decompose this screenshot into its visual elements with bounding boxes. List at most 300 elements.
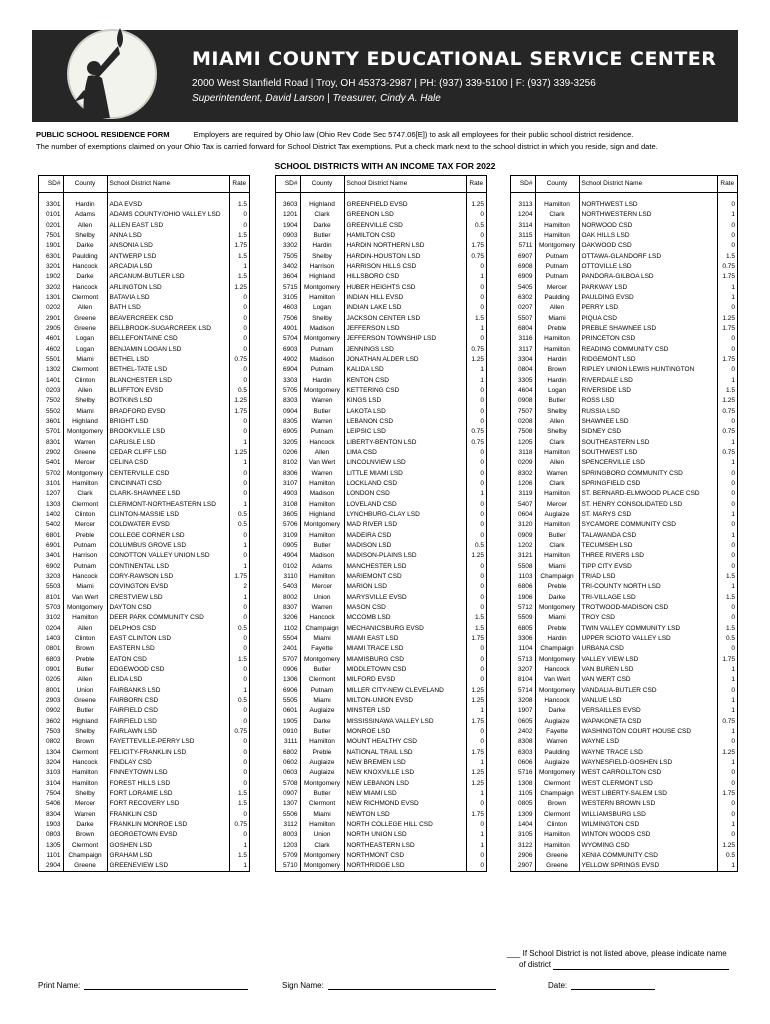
table-row[interactable] xyxy=(276,448,486,458)
table-row[interactable] xyxy=(39,768,249,778)
county-cell: Champaign xyxy=(63,851,107,861)
sd-number-cell: 7506 xyxy=(276,314,300,324)
table-row[interactable] xyxy=(276,696,486,706)
county-cell: Shelby xyxy=(63,231,107,241)
tax-rate-cell: 0.5 xyxy=(725,634,735,642)
district-name-cell: XENIA COMMUNITY CSD xyxy=(579,851,717,861)
tax-rate-cell: 0.75 xyxy=(722,407,735,415)
table-row[interactable] xyxy=(276,582,486,592)
table-row[interactable] xyxy=(39,654,249,664)
county-cell: Paulding xyxy=(63,252,107,262)
sd-number-cell: 1206 xyxy=(511,479,535,489)
table-row[interactable] xyxy=(276,241,486,251)
sd-number-cell: 3602 xyxy=(39,716,63,726)
table-row[interactable] xyxy=(276,840,486,850)
county-cell: Union xyxy=(300,830,344,840)
table-row[interactable] xyxy=(39,458,249,468)
table-row[interactable] xyxy=(511,283,737,293)
table-row[interactable] xyxy=(276,706,486,716)
table-row[interactable] xyxy=(276,685,486,695)
table-row[interactable] xyxy=(39,469,249,479)
table-row[interactable] xyxy=(276,572,486,582)
table-row[interactable] xyxy=(511,252,737,262)
table-row[interactable] xyxy=(276,675,486,685)
table-row[interactable] xyxy=(511,448,737,458)
table-row[interactable] xyxy=(39,489,249,499)
table-row[interactable] xyxy=(39,851,249,861)
county-cell: Allen xyxy=(535,303,579,313)
table-row[interactable] xyxy=(511,706,737,716)
table-row[interactable] xyxy=(511,427,737,437)
district-name-cell: LIMA CSD xyxy=(344,448,466,458)
tax-rate-cell: 0 xyxy=(480,521,484,529)
sd-number-cell: 1105 xyxy=(511,789,535,799)
county-cell: Darke xyxy=(300,716,344,726)
table-row[interactable] xyxy=(276,541,486,551)
table-row[interactable] xyxy=(276,747,486,757)
table-row[interactable] xyxy=(511,541,737,551)
sign-name-block xyxy=(282,981,496,990)
district-name-cell: VAN BUREN LSD xyxy=(579,665,717,675)
table-row[interactable] xyxy=(39,427,249,437)
table-row[interactable] xyxy=(39,592,249,602)
county-cell: Logan xyxy=(63,345,107,355)
district-name-cell: SIDNEY CSD xyxy=(579,427,717,437)
table-row[interactable] xyxy=(511,592,737,602)
tax-rate-cell: 1 xyxy=(480,841,484,849)
table-row[interactable] xyxy=(276,500,486,510)
table-row[interactable] xyxy=(39,603,249,613)
table-row[interactable] xyxy=(39,551,249,561)
table-row[interactable] xyxy=(39,500,249,510)
table-row[interactable] xyxy=(276,809,486,819)
table-row[interactable] xyxy=(39,830,249,840)
table-row[interactable] xyxy=(511,355,737,365)
county-cell: Mercer xyxy=(63,799,107,809)
table-row[interactable] xyxy=(511,241,737,251)
spacer-cell xyxy=(535,192,579,200)
table-row[interactable] xyxy=(511,789,737,799)
tax-rate-cell: 0 xyxy=(243,779,247,787)
table-row[interactable] xyxy=(39,840,249,850)
table-row[interactable] xyxy=(511,231,737,241)
table-row[interactable] xyxy=(276,737,486,747)
sd-number-cell: 1205 xyxy=(511,438,535,448)
tax-rate-cell: 0.75 xyxy=(722,449,735,457)
table-row[interactable] xyxy=(39,582,249,592)
table-row[interactable] xyxy=(39,283,249,293)
table-row[interactable] xyxy=(276,407,486,417)
table-row[interactable] xyxy=(276,778,486,788)
county-cell: Union xyxy=(300,592,344,602)
table-row[interactable] xyxy=(511,438,737,448)
sign-name-field[interactable] xyxy=(328,981,496,990)
table-row[interactable] xyxy=(276,365,486,375)
table-row[interactable] xyxy=(276,561,486,571)
table-row[interactable] xyxy=(39,345,249,355)
table-row[interactable] xyxy=(511,293,737,303)
table-row[interactable] xyxy=(276,200,486,210)
county-cell: Highland xyxy=(63,716,107,726)
table-row[interactable] xyxy=(276,665,486,675)
county-cell: Hancock xyxy=(300,613,344,623)
table-row[interactable] xyxy=(39,262,249,272)
tax-rate-cell: 0 xyxy=(243,428,247,436)
table-row[interactable] xyxy=(276,314,486,324)
table-row[interactable] xyxy=(39,438,249,448)
table-row[interactable] xyxy=(276,324,486,334)
date-field[interactable] xyxy=(571,981,655,990)
sd-number-cell: 3117 xyxy=(511,345,535,355)
tax-rate-cell: 0 xyxy=(243,717,247,725)
tax-rate-cell: 0 xyxy=(731,480,735,488)
table-row[interactable] xyxy=(276,272,486,282)
district-name-cell: RUSSIA LSD xyxy=(579,407,717,417)
table-row[interactable] xyxy=(39,572,249,582)
table-row[interactable] xyxy=(39,696,249,706)
district-name-cell: FINNEYTOWN LSD xyxy=(107,768,229,778)
table-row[interactable] xyxy=(39,623,249,633)
table-row[interactable] xyxy=(39,252,249,262)
district-name-cell: RIVERSIDE LSD xyxy=(579,386,717,396)
table-row[interactable] xyxy=(511,840,737,850)
table-row[interactable] xyxy=(511,407,737,417)
table-row[interactable] xyxy=(276,644,486,654)
table-row[interactable] xyxy=(39,758,249,768)
tax-rate-cell: 1.25 xyxy=(234,397,247,405)
county-cell: Montgomery xyxy=(300,283,344,293)
table-row[interactable] xyxy=(276,221,486,231)
table-row[interactable] xyxy=(511,747,737,757)
table-row[interactable] xyxy=(39,531,249,541)
table-row[interactable] xyxy=(511,727,737,737)
district-name-cell: RIPLEY UNION LEWIS HUNTINGTON xyxy=(579,365,717,375)
county-cell: Clermont xyxy=(535,809,579,819)
district-name-cell: MADEIRA CSD xyxy=(344,531,466,541)
district-name-cell: OAKWOOD CSD xyxy=(579,241,717,251)
tax-rate-cell: 1.75 xyxy=(234,242,247,250)
table-row[interactable] xyxy=(39,737,249,747)
table-row[interactable] xyxy=(276,603,486,613)
table-row[interactable] xyxy=(511,830,737,840)
table-row[interactable] xyxy=(39,799,249,809)
table-row[interactable] xyxy=(39,644,249,654)
table-row[interactable] xyxy=(511,520,737,530)
table-row[interactable] xyxy=(511,303,737,313)
table-row[interactable] xyxy=(511,510,737,520)
table-row[interactable] xyxy=(39,200,249,210)
check-blank[interactable]: ___ xyxy=(507,949,521,958)
table-row[interactable] xyxy=(39,820,249,830)
table-row[interactable] xyxy=(276,592,486,602)
district-name-cell: MARION LSD xyxy=(344,582,466,592)
sd-number-cell: 3114 xyxy=(511,221,535,231)
district-table-column-3 xyxy=(510,175,738,872)
table-row[interactable] xyxy=(39,324,249,334)
table-row[interactable] xyxy=(276,727,486,737)
header-county: County xyxy=(63,176,107,192)
table-row[interactable] xyxy=(511,272,737,282)
table-row[interactable] xyxy=(276,820,486,830)
county-cell: Miami xyxy=(300,696,344,706)
sd-number-cell: 5405 xyxy=(511,283,535,293)
spacer-cell xyxy=(717,192,737,200)
table-row[interactable] xyxy=(276,479,486,489)
table-row[interactable] xyxy=(511,458,737,468)
table-row[interactable] xyxy=(276,799,486,809)
district-name-cell: BATAVIA LSD xyxy=(107,293,229,303)
table-row[interactable] xyxy=(511,768,737,778)
table-row[interactable] xyxy=(39,407,249,417)
table-row[interactable] xyxy=(276,303,486,313)
table-row[interactable] xyxy=(511,685,737,695)
sd-number-cell: 5706 xyxy=(276,520,300,530)
table-row[interactable] xyxy=(276,510,486,520)
table-row[interactable] xyxy=(511,479,737,489)
table-row[interactable] xyxy=(39,789,249,799)
sd-number-cell: 8308 xyxy=(511,737,535,747)
tax-rate-cell: 1 xyxy=(480,831,484,839)
district-name-cell: MAD RIVER LSD xyxy=(344,520,466,530)
tax-rate-cell: 1.5 xyxy=(237,800,247,808)
table-row[interactable] xyxy=(511,572,737,582)
table-row[interactable] xyxy=(511,716,737,726)
sd-number-cell: 1306 xyxy=(276,675,300,685)
table-row[interactable] xyxy=(511,644,737,654)
table-row[interactable] xyxy=(511,210,737,220)
table-row[interactable] xyxy=(511,603,737,613)
table-row[interactable] xyxy=(39,417,249,427)
table-row[interactable] xyxy=(511,500,737,510)
table-row[interactable] xyxy=(276,231,486,241)
county-cell: Allen xyxy=(63,386,107,396)
tax-rate-cell: 0 xyxy=(731,232,735,240)
district-name-cell: CLERMONT-NORTHEASTERN LSD xyxy=(107,500,229,510)
table-row[interactable] xyxy=(39,293,249,303)
table-row[interactable] xyxy=(276,768,486,778)
table-row[interactable] xyxy=(39,809,249,819)
table-row[interactable] xyxy=(39,314,249,324)
table-row[interactable] xyxy=(511,376,737,386)
table-row[interactable] xyxy=(511,200,737,210)
tax-rate-cell: 0 xyxy=(480,283,484,291)
table-row[interactable] xyxy=(39,634,249,644)
tax-rate-cell: 0 xyxy=(243,418,247,426)
table-row[interactable] xyxy=(511,531,737,541)
table-row[interactable] xyxy=(276,355,486,365)
table-row[interactable] xyxy=(39,355,249,365)
sd-number-cell: 0904 xyxy=(276,407,300,417)
district-name-cell: TWIN VALLEY COMMUNITY LSD xyxy=(579,623,717,633)
table-row[interactable] xyxy=(276,531,486,541)
table-row[interactable] xyxy=(39,396,249,406)
table-row[interactable] xyxy=(39,231,249,241)
table-row[interactable] xyxy=(276,334,486,344)
form-title: PUBLIC SCHOOL RESIDENCE FORM xyxy=(36,130,170,139)
table-row[interactable] xyxy=(39,778,249,788)
table-row[interactable] xyxy=(511,654,737,664)
sd-number-cell: 8003 xyxy=(276,830,300,840)
table-row[interactable] xyxy=(39,727,249,737)
county-cell: Hamilton xyxy=(300,572,344,582)
table-row[interactable] xyxy=(511,675,737,685)
table-row[interactable] xyxy=(39,716,249,726)
table-row[interactable] xyxy=(511,561,737,571)
table-row[interactable] xyxy=(511,758,737,768)
table-row[interactable] xyxy=(511,737,737,747)
district-name-field[interactable] xyxy=(553,969,729,970)
table-row[interactable] xyxy=(39,210,249,220)
sd-number-cell: 5406 xyxy=(39,799,63,809)
table-row[interactable] xyxy=(39,386,249,396)
table-row[interactable] xyxy=(276,551,486,561)
table-row[interactable] xyxy=(511,469,737,479)
table-row[interactable] xyxy=(276,427,486,437)
sd-number-cell: 5714 xyxy=(511,685,535,695)
district-name-cell: ADA EVSD xyxy=(107,200,229,210)
table-row[interactable] xyxy=(276,830,486,840)
table-row[interactable] xyxy=(39,365,249,375)
table-row[interactable] xyxy=(39,541,249,551)
sd-number-cell: 6905 xyxy=(276,427,300,437)
table-row[interactable] xyxy=(276,293,486,303)
sd-number-cell: 6906 xyxy=(276,685,300,695)
tax-rate-cell: 0 xyxy=(731,242,735,250)
table-row[interactable] xyxy=(511,345,737,355)
district-name-cell: DELPHOS CSD xyxy=(107,623,229,633)
table-row[interactable] xyxy=(39,706,249,716)
district-name-cell: TRI-VILLAGE LSD xyxy=(579,592,717,602)
table-row[interactable] xyxy=(511,665,737,675)
table-row[interactable] xyxy=(276,252,486,262)
table-row[interactable] xyxy=(39,665,249,675)
table-row[interactable] xyxy=(39,561,249,571)
header-county: County xyxy=(535,176,579,192)
table-row[interactable] xyxy=(276,283,486,293)
table-row[interactable] xyxy=(511,634,737,644)
table-row[interactable] xyxy=(276,623,486,633)
print-name-label: Print Name: xyxy=(38,981,81,990)
table-row[interactable] xyxy=(39,479,249,489)
print-name-field[interactable] xyxy=(84,981,248,990)
sd-number-cell: 5407 xyxy=(511,500,535,510)
table-row[interactable] xyxy=(511,551,737,561)
county-cell: Madison xyxy=(300,324,344,334)
table-row[interactable] xyxy=(511,861,737,871)
table-row[interactable] xyxy=(276,789,486,799)
table-row[interactable] xyxy=(276,654,486,664)
table-row[interactable] xyxy=(276,758,486,768)
table-row[interactable] xyxy=(511,365,737,375)
table-row[interactable] xyxy=(276,438,486,448)
table-row[interactable] xyxy=(276,489,486,499)
table-row[interactable] xyxy=(276,851,486,861)
table-row[interactable] xyxy=(511,489,737,499)
table-row[interactable] xyxy=(511,613,737,623)
table-row[interactable] xyxy=(511,314,737,324)
table-row[interactable] xyxy=(39,272,249,282)
table-row[interactable] xyxy=(39,613,249,623)
table-row[interactable] xyxy=(276,386,486,396)
table-row[interactable] xyxy=(276,469,486,479)
tax-rate-cell: 0 xyxy=(480,449,484,457)
sd-number-cell: 0101 xyxy=(39,210,63,220)
table-row[interactable] xyxy=(511,623,737,633)
table-row[interactable] xyxy=(276,458,486,468)
table-row[interactable] xyxy=(39,334,249,344)
table-row[interactable] xyxy=(511,778,737,788)
district-name-cell: SYCAMORE COMMUNITY CSD xyxy=(579,520,717,530)
sd-number-cell: 0601 xyxy=(276,706,300,716)
district-name-cell: LITTLE MIAMI LSD xyxy=(344,469,466,479)
district-name-cell: BLANCHESTER LSD xyxy=(107,376,229,386)
table-row[interactable] xyxy=(39,221,249,231)
tax-rate-cell: 1.25 xyxy=(471,779,484,787)
district-name-cell: JACKSON CENTER LSD xyxy=(344,314,466,324)
table-row[interactable] xyxy=(276,210,486,220)
table-title: SCHOOL DISTRICTS WITH AN INCOME TAX FOR 2022 xyxy=(274,161,496,171)
table-row[interactable] xyxy=(276,861,486,871)
table-row[interactable] xyxy=(511,820,737,830)
table-row[interactable] xyxy=(39,303,249,313)
tax-rate-cell: 1 xyxy=(243,862,247,870)
tax-rate-cell: 0 xyxy=(243,490,247,498)
tax-rate-cell: 0 xyxy=(480,469,484,477)
table-row[interactable] xyxy=(511,851,737,861)
table-row[interactable] xyxy=(276,396,486,406)
table-row[interactable] xyxy=(276,634,486,644)
tax-rate-cell: 1 xyxy=(731,511,735,518)
table-row[interactable] xyxy=(39,376,249,386)
table-row[interactable] xyxy=(276,520,486,530)
tax-rate-cell: 1 xyxy=(243,562,247,570)
table-row[interactable] xyxy=(511,334,737,344)
table-row[interactable] xyxy=(511,417,737,427)
table-row[interactable] xyxy=(276,716,486,726)
sd-number-cell: 8306 xyxy=(276,469,300,479)
table-row[interactable] xyxy=(39,685,249,695)
sd-number-cell: 5403 xyxy=(276,582,300,592)
county-cell: Darke xyxy=(63,241,107,251)
table-row[interactable] xyxy=(39,241,249,251)
table-row[interactable] xyxy=(39,510,249,520)
tax-rate-cell: 1.5 xyxy=(725,572,735,580)
table-row[interactable] xyxy=(276,613,486,623)
table-row[interactable] xyxy=(276,417,486,427)
table-row[interactable] xyxy=(511,221,737,231)
table-row[interactable] xyxy=(511,262,737,272)
table-row[interactable] xyxy=(39,520,249,530)
sd-number-cell: 5504 xyxy=(276,634,300,644)
table-row[interactable] xyxy=(39,747,249,757)
table-row[interactable] xyxy=(511,582,737,592)
table-row[interactable] xyxy=(511,696,737,706)
table-row[interactable] xyxy=(276,376,486,386)
table-row[interactable] xyxy=(511,809,737,819)
table-row[interactable] xyxy=(511,799,737,809)
district-name-cell: LEIPSIC LSD xyxy=(344,427,466,437)
table-row[interactable] xyxy=(39,448,249,458)
table-row[interactable] xyxy=(39,861,249,871)
table-row[interactable] xyxy=(511,396,737,406)
sign-name-label: Sign Name: xyxy=(282,981,324,990)
table-row[interactable] xyxy=(276,262,486,272)
table-row[interactable] xyxy=(511,386,737,396)
table-row[interactable] xyxy=(276,345,486,355)
table-row[interactable] xyxy=(39,675,249,685)
table-row[interactable] xyxy=(511,324,737,334)
county-cell: Highland xyxy=(300,200,344,210)
